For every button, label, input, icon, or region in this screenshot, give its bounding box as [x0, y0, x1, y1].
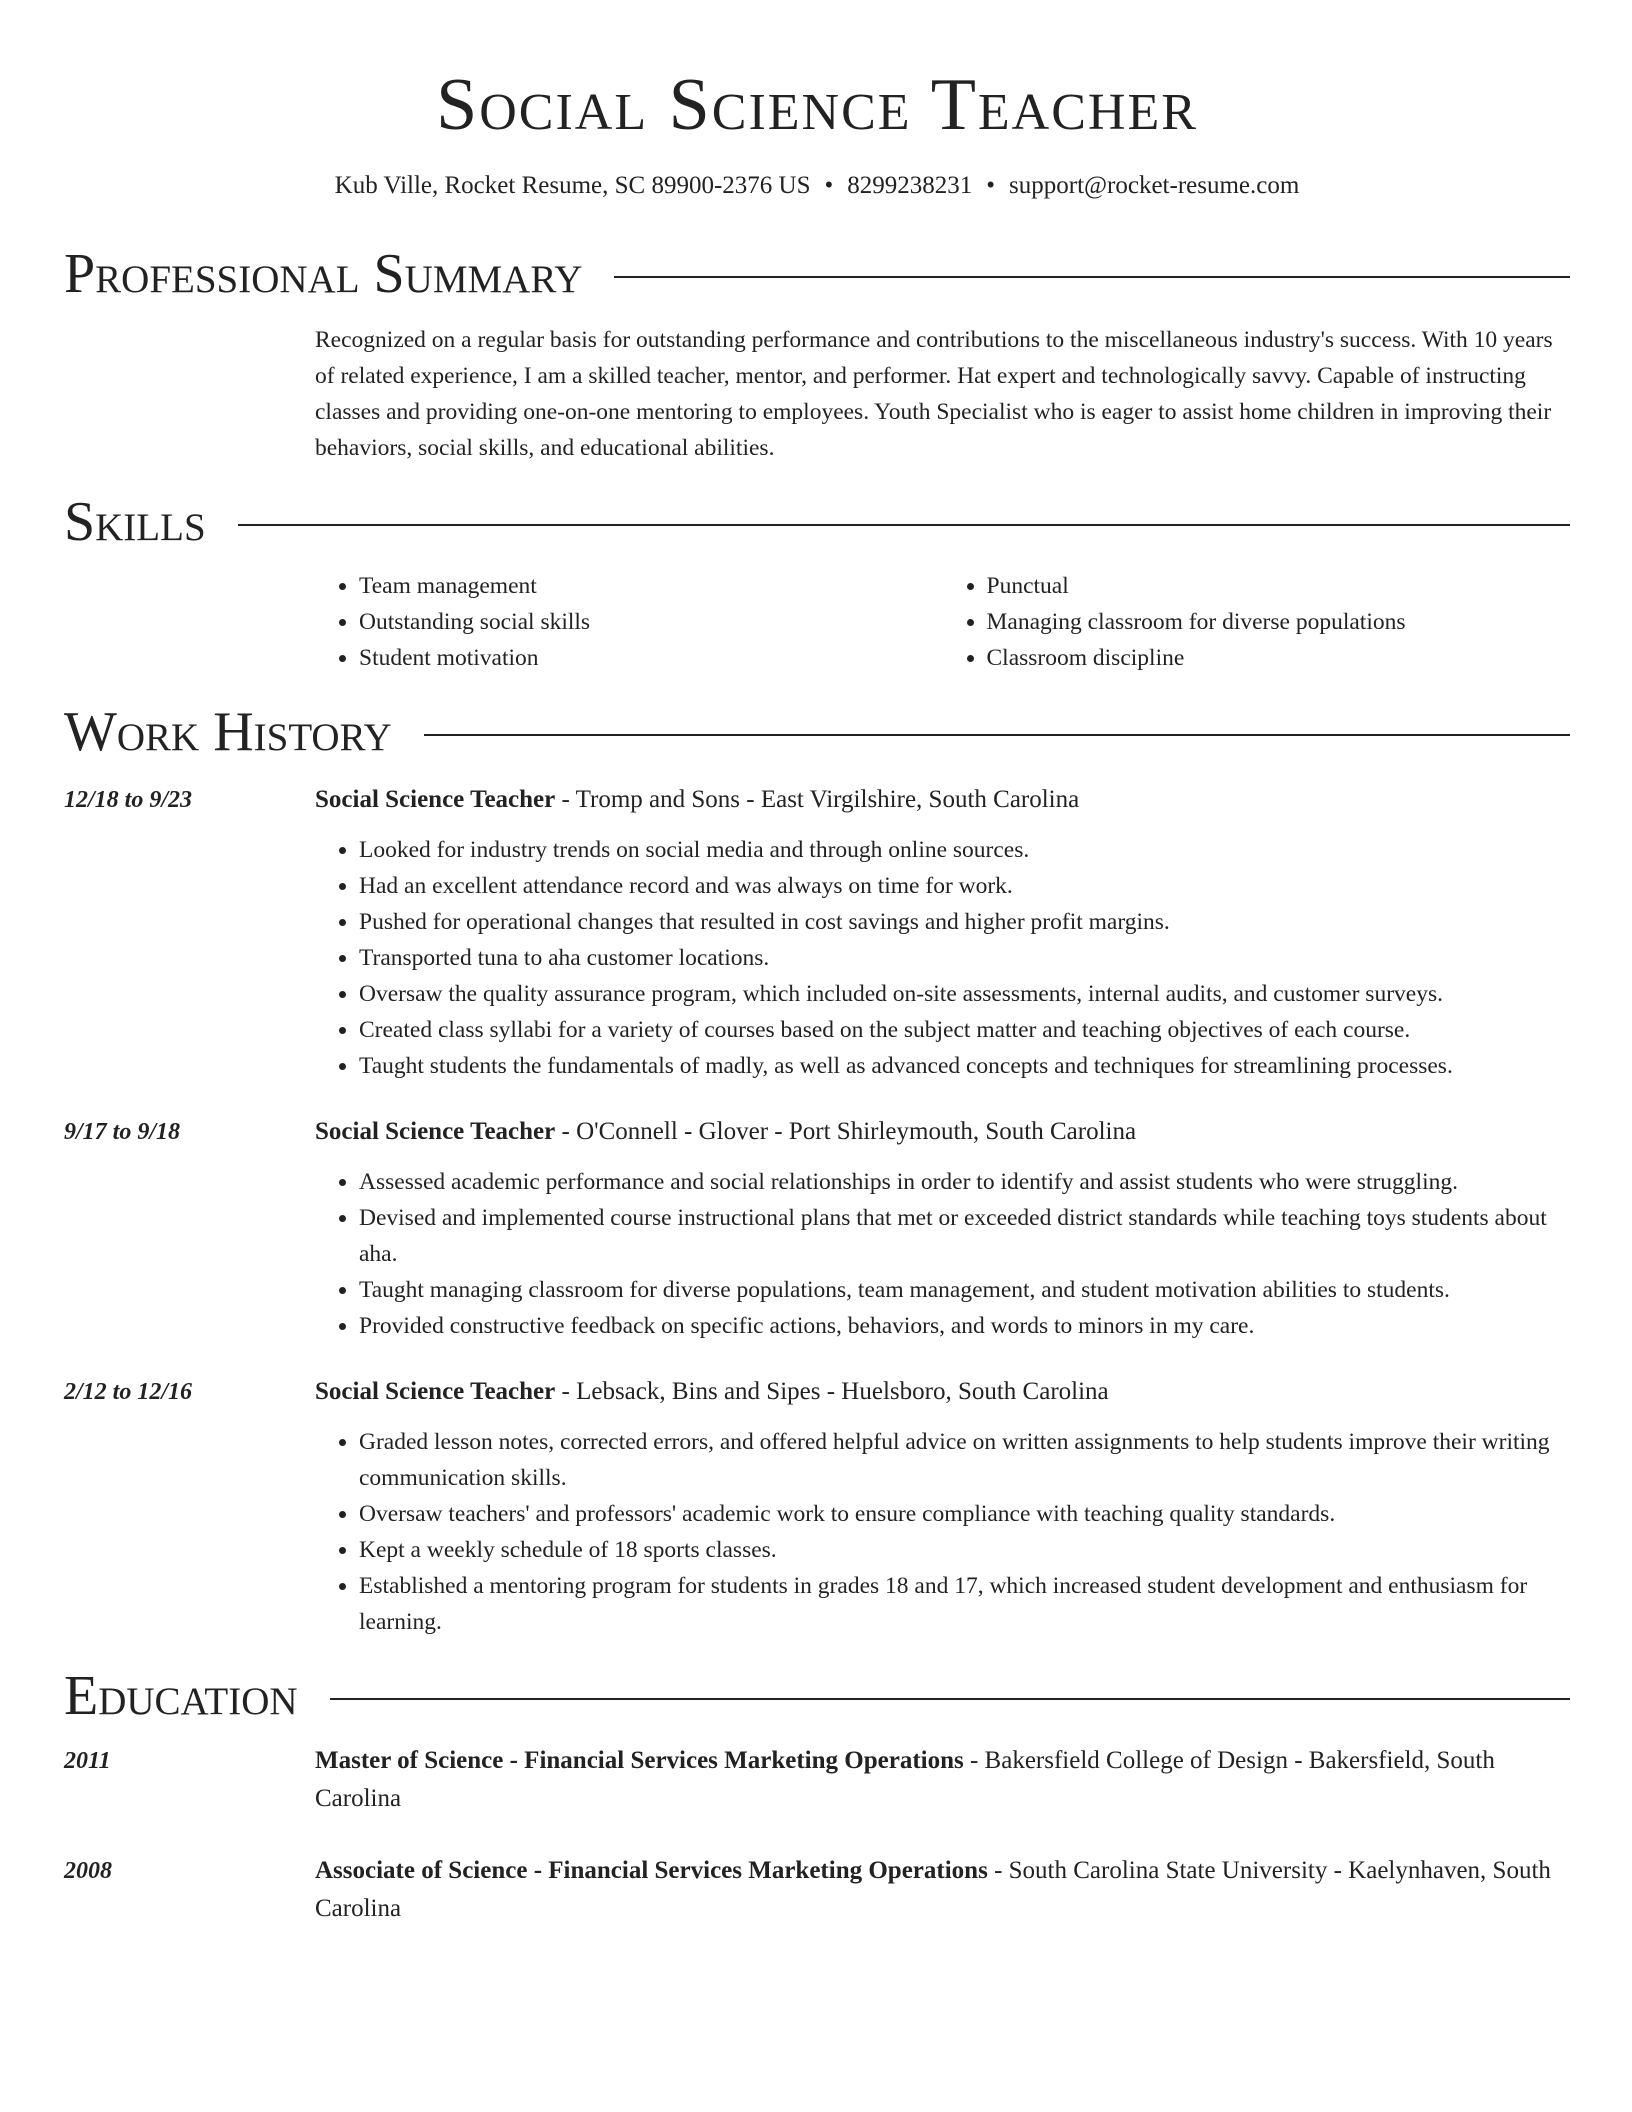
contact-separator: • — [824, 172, 834, 199]
job-bullet: • Established a mentoring program for students in grades 18 and 17, which increased student development and enthusiasm for learning. — [359, 1568, 1570, 1640]
job-bullet: • Oversaw teachers' and professors' academic work to ensure compliance with teaching quality standards. — [359, 1496, 1570, 1532]
work-section-title: Work History — [64, 701, 392, 763]
contact-phone: 8299238231 — [847, 172, 973, 199]
skill-item: • Classroom discipline — [987, 640, 1571, 676]
resume-page — [64, 0, 1570, 1928]
education-degree: Associate of Science - Financial Services Marketing Operations — [315, 1857, 988, 1884]
summary-section-header — [64, 242, 1570, 306]
contact-line — [64, 170, 1570, 202]
skill-item: • Managing classroom for diverse populations — [987, 604, 1571, 640]
job-heading — [315, 782, 1570, 818]
skill-item: • Team management — [359, 568, 943, 604]
job-body — [315, 1114, 1570, 1344]
section-divider — [330, 1698, 1570, 1700]
job-entry — [64, 1374, 1570, 1640]
contact-address: Kub Ville, Rocket Resume, SC 89900-2376 US — [334, 172, 811, 199]
job-heading — [315, 1374, 1570, 1410]
job-bullet: • Oversaw the quality assurance program, which included on-site assessments, internal audits, and customer surveys. — [359, 976, 1570, 1012]
education-body — [315, 1742, 1570, 1818]
contact-email: support@rocket-resume.com — [1009, 172, 1300, 199]
job-heading — [315, 1114, 1570, 1150]
skills-section-header — [64, 490, 1570, 554]
job-bullet: • Pushed for operational changes that resulted in cost savings and higher profit margins. — [359, 904, 1570, 940]
section-divider — [424, 734, 1570, 736]
job-bullet: • Graded lesson notes, corrected errors, and offered helpful advice on written assignments to help students improve their writing communication skills. — [359, 1424, 1570, 1496]
job-dates: 9/17 to 9/18 — [64, 1119, 181, 1145]
job-bullet: • Had an excellent attendance record and was always on time for work. — [359, 868, 1570, 904]
contact-separator: • — [986, 172, 996, 199]
education-section-title: Education — [64, 1665, 298, 1727]
work-section-header — [64, 700, 1570, 764]
skills-column-right — [943, 568, 1571, 676]
summary-text: Recognized on a regular basis for outstanding performance and contributions to the miscellaneous industry's success. With 10 years of related experience, I am a skilled teacher, mentor, and performer. Hat expert and technologically savvy. Capable of instructing classes and providing one-on-one mentoring to employees. Youth Specialist who is eager to assist home children in improving their behaviors, social skills, and educational abilities. — [315, 327, 1553, 461]
job-bullet: • Taught managing classroom for diverse populations, team management, and student motivation abilities to students. — [359, 1272, 1570, 1308]
education-school: - South Carolina State University - Kaelynhaven, South Carolina — [315, 1857, 1551, 1922]
job-bullet: • Assessed academic performance and social relationships in order to identify and assist students who were struggling. — [359, 1164, 1570, 1200]
job-bullet: • Looked for industry trends on social media and through online sources. — [359, 832, 1570, 868]
job-employer: - O'Connell - Glover - Port Shirleymouth, South Carolina — [555, 1118, 1137, 1145]
skill-item: • Outstanding social skills — [359, 604, 943, 640]
education-section-header — [64, 1664, 1570, 1728]
job-employer: - Tromp and Sons - East Virgilshire, South Carolina — [555, 786, 1080, 813]
skill-item: • Punctual — [987, 568, 1571, 604]
job-bullet: • Taught students the fundamentals of madly, as well as advanced concepts and techniques for streamlining processes. — [359, 1048, 1570, 1084]
job-employer: - Lebsack, Bins and Sipes - Huelsboro, South Carolina — [555, 1378, 1109, 1405]
education-entry — [64, 1852, 1570, 1928]
job-bullet: • Devised and implemented course instructional plans that met or exceeded district standards while teaching toys students about aha. — [359, 1200, 1570, 1272]
skill-item: • Student motivation — [359, 640, 943, 676]
job-title: Social Science Teacher — [315, 1378, 556, 1405]
job-title: Social Science Teacher — [315, 786, 556, 813]
skills-list — [315, 568, 1570, 676]
skills-column-left — [315, 568, 943, 676]
job-dates: 12/18 to 9/23 — [64, 787, 193, 813]
education-school: - Bakersfield College of Design - Bakersfield, South Carolina — [315, 1747, 1495, 1812]
job-bullets — [315, 1424, 1570, 1640]
education-degree: Master of Science - Financial Services Marketing Operations — [315, 1747, 964, 1774]
summary-section-title: Professional Summary — [64, 243, 583, 305]
job-bullet: • Transported tuna to aha customer locations. — [359, 940, 1570, 976]
section-divider — [614, 276, 1570, 278]
job-entry — [64, 782, 1570, 1084]
job-bullets — [315, 832, 1570, 1084]
resume-name: Social Science Teacher — [436, 64, 1198, 146]
skills-section-title: Skills — [64, 491, 206, 553]
job-bullets — [315, 1164, 1570, 1344]
job-body — [315, 782, 1570, 1084]
job-bullet: • Kept a weekly schedule of 18 sports classes. — [359, 1532, 1570, 1568]
education-year: 2008 — [64, 1858, 112, 1884]
job-dates: 2/12 to 12/16 — [64, 1379, 193, 1405]
education-year: 2011 — [64, 1748, 111, 1774]
job-bullet: • Provided constructive feedback on specific actions, behaviors, and words to minors in my care. — [359, 1308, 1570, 1344]
job-title: Social Science Teacher — [315, 1118, 556, 1145]
section-divider — [238, 524, 1570, 526]
job-entry — [64, 1114, 1570, 1344]
education-entry — [64, 1742, 1570, 1818]
job-body — [315, 1374, 1570, 1640]
job-bullet: • Created class syllabi for a variety of courses based on the subject matter and teaching objectives of each course. — [359, 1012, 1570, 1048]
education-body — [315, 1852, 1570, 1928]
